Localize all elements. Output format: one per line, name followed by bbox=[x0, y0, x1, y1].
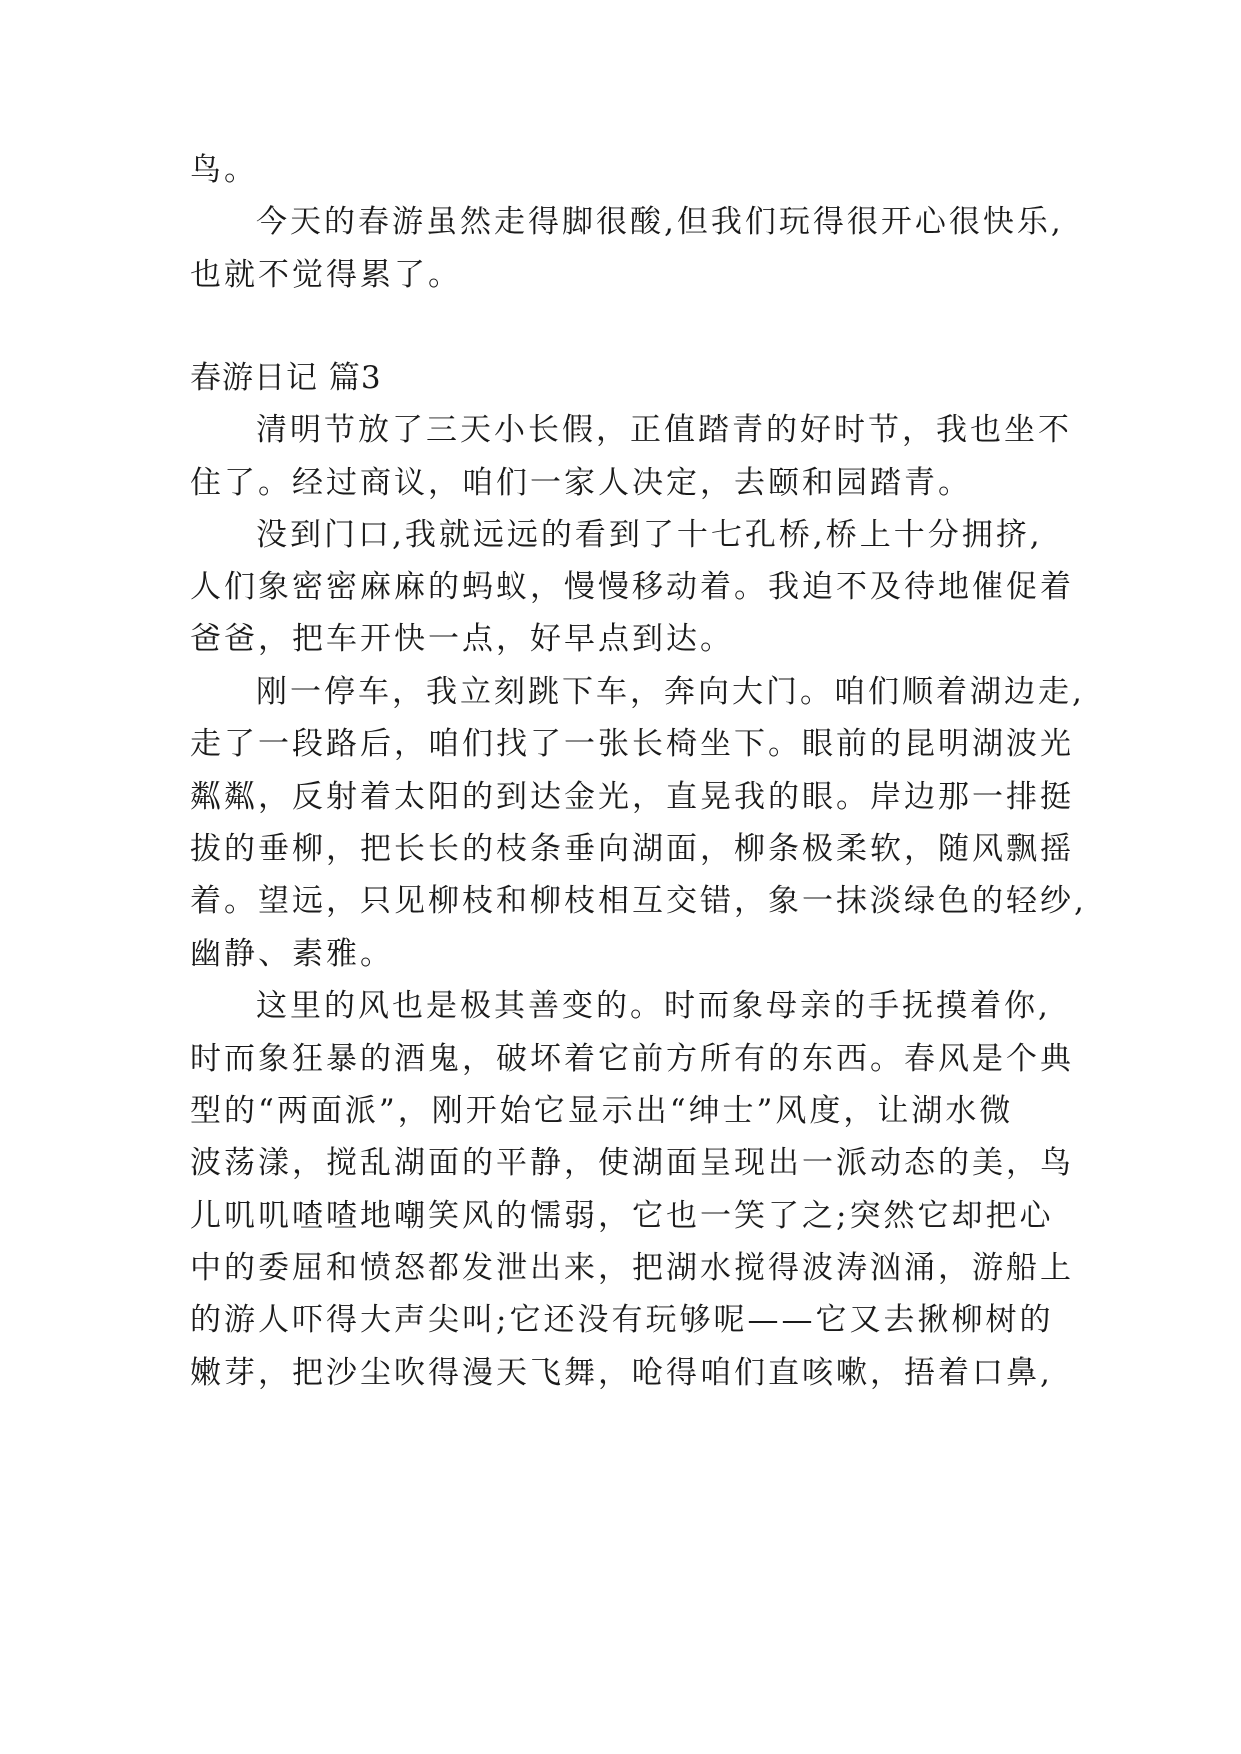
text-line: 时而象狂暴的酒鬼，破坏着它前方所有的东西。春风是个典 bbox=[190, 1041, 1074, 1077]
text-line: 拔的垂柳，把长长的枝条垂向湖面，柳条极柔软，随风飘摇 bbox=[190, 831, 1074, 867]
text-line: 着。望远，只见柳枝和柳枝相互交错，象一抹淡绿色的轻纱, bbox=[190, 883, 1087, 919]
text-line: 也就不觉得累了。 bbox=[190, 257, 462, 293]
text-line: 粼粼，反射着太阳的到达金光，直晃我的眼。岸边那一排挺 bbox=[190, 779, 1074, 815]
text-line: 没到门口,我就远远的看到了十七孔桥,桥上十分拥挤, bbox=[256, 517, 1043, 553]
text-line: 走了一段路后，咱们找了一张长椅坐下。眼前的昆明湖波光 bbox=[190, 726, 1074, 762]
text-line: 波荡漾，搅乱湖面的平静，使湖面呈现出一派动态的美，鸟 bbox=[190, 1145, 1074, 1181]
text-line: 儿叽叽喳喳地嘲笑风的懦弱，它也一笑了之;突然它却把心 bbox=[190, 1198, 1054, 1234]
text-line: 爸爸，把车开快一点，好早点到达。 bbox=[190, 621, 734, 657]
text-line: 的游人吓得大声尖叫;它还没有玩够呢——它又去揪柳树的 bbox=[190, 1302, 1054, 1338]
text-line: 这里的风也是极其善变的。时而象母亲的手抚摸着你, bbox=[256, 988, 1051, 1024]
text-line: 住了。经过商议，咱们一家人决定，去颐和园踏青。 bbox=[190, 465, 972, 501]
text-line: 幽静、素雅。 bbox=[190, 936, 394, 972]
text-line: 嫩芽，把沙尘吹得漫天飞舞，呛得咱们直咳嗽，捂着口鼻, bbox=[190, 1355, 1053, 1391]
text-line: 今天的春游虽然走得脚很酸,但我们玩得很开心很快乐, bbox=[256, 204, 1064, 240]
text-line: 人们象密密麻麻的蚂蚁，慢慢移动着。我迫不及待地催促着 bbox=[190, 569, 1074, 605]
section-title: 春游日记 篇3 bbox=[190, 360, 382, 396]
text-line: 中的委屈和愤怒都发泄出来，把湖水搅得波涛汹涌，游船上 bbox=[190, 1250, 1074, 1286]
text-line: 刚一停车，我立刻跳下车，奔向大门。咱们顺着湖边走, bbox=[256, 674, 1085, 710]
text-line: 清明节放了三天小长假，正值踏青的好时节，我也坐不 bbox=[256, 412, 1072, 448]
text-line: 型的“两面派”，刚开始它显示出“绅士”风度，让湖水微 bbox=[190, 1093, 1014, 1129]
text-line: 鸟。 bbox=[190, 152, 258, 188]
